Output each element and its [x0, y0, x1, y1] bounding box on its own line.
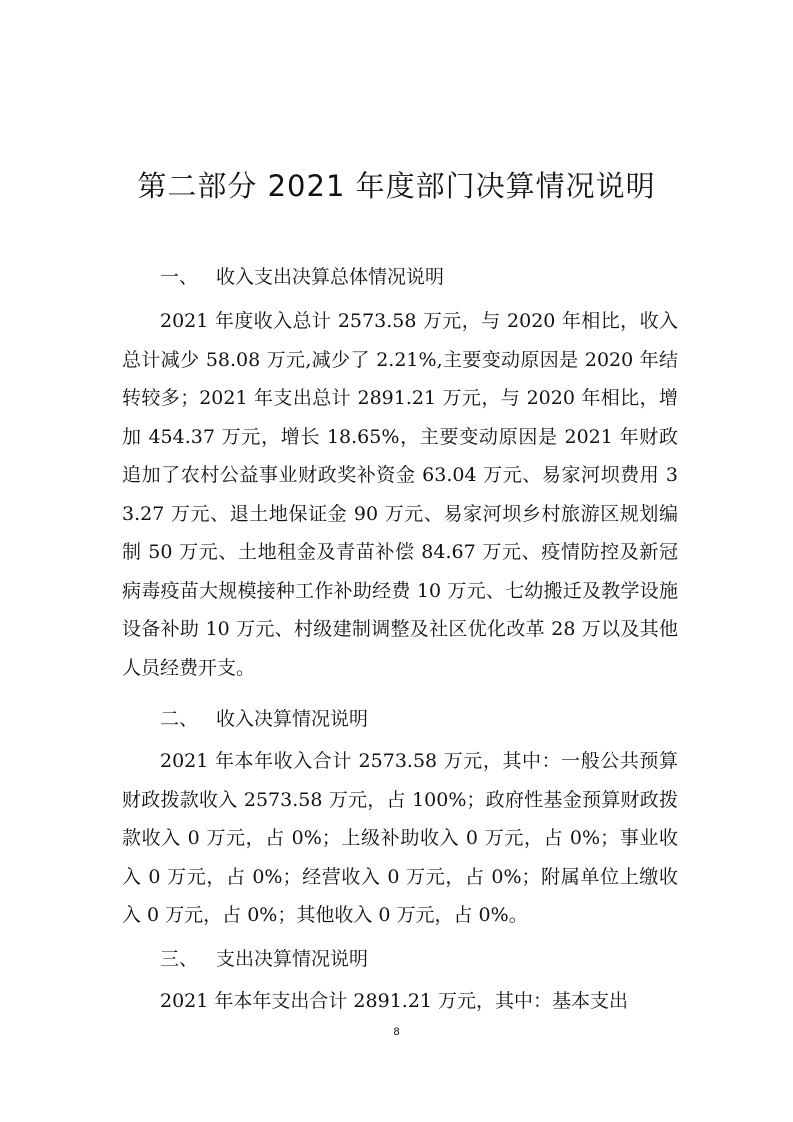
section-paragraph-3: 2021 年本年支出合计 2891.21 万元，其中：基本支出 [160, 990, 629, 1012]
section-heading-1 [160, 262, 444, 292]
section-heading-text-3: 支出决算情况说明 [216, 948, 369, 970]
section-number-3: 三、 [160, 948, 199, 970]
document-title: 第二部分 2021 年度部门决算情况说明 [137, 169, 656, 203]
section-number-1: 一、 [160, 266, 199, 288]
section-heading-text-2: 收入决算情况说明 [216, 708, 369, 730]
section-number-2: 二、 [160, 708, 199, 730]
page-number: 8 [393, 1026, 400, 1038]
section-heading-3 [160, 944, 368, 974]
section-paragraph-2: 2021 年本年收入合计 2573.58 万元，其中：一般公共预算财政拨款收入 2573.58 万元，占 100%；政府性基金预算财政拨款收入 0 万元，占 0%；上级补助收入 0 万元，占 0%；事业收入 0 万元，占 0%；经营收入 0 万元，占 0%；附属单位上缴收入 0 万元，占 0%；其他收入 0 万元，占 0%。 [122, 750, 678, 926]
section-heading-2 [160, 704, 368, 734]
section-paragraph-1: 2021 年度收入总计 2573.58 万元，与 2020 年相比，收入总计减少 58.08 万元,减少了 2.21%,主要变动原因是 2020 年结转较多；2021 年支出总计 2891.21 万元，与 2020 年相比，增加 454.37 万元，增长 18.65%，主要变动原因是 2021 年财政追加了农村公益事业财政奖补资金 63.04 万元、易家河坝费用 33.27 万元、退土地保证金 90 万元、易家河坝乡村旅游区规划编制 50 万元、土地租金及青苗补偿 84.67 万元、疫情防控及新冠病毒疫苗大规模接种工作补助经费 10 万元、七幼搬迁及教学设施设备补助 10 万元、村级建制调整及社区优化改革 28 万以及其他人员经费开支。 [122, 310, 678, 679]
section-heading-text-1: 收入支出决算总体情况说明 [216, 266, 445, 288]
